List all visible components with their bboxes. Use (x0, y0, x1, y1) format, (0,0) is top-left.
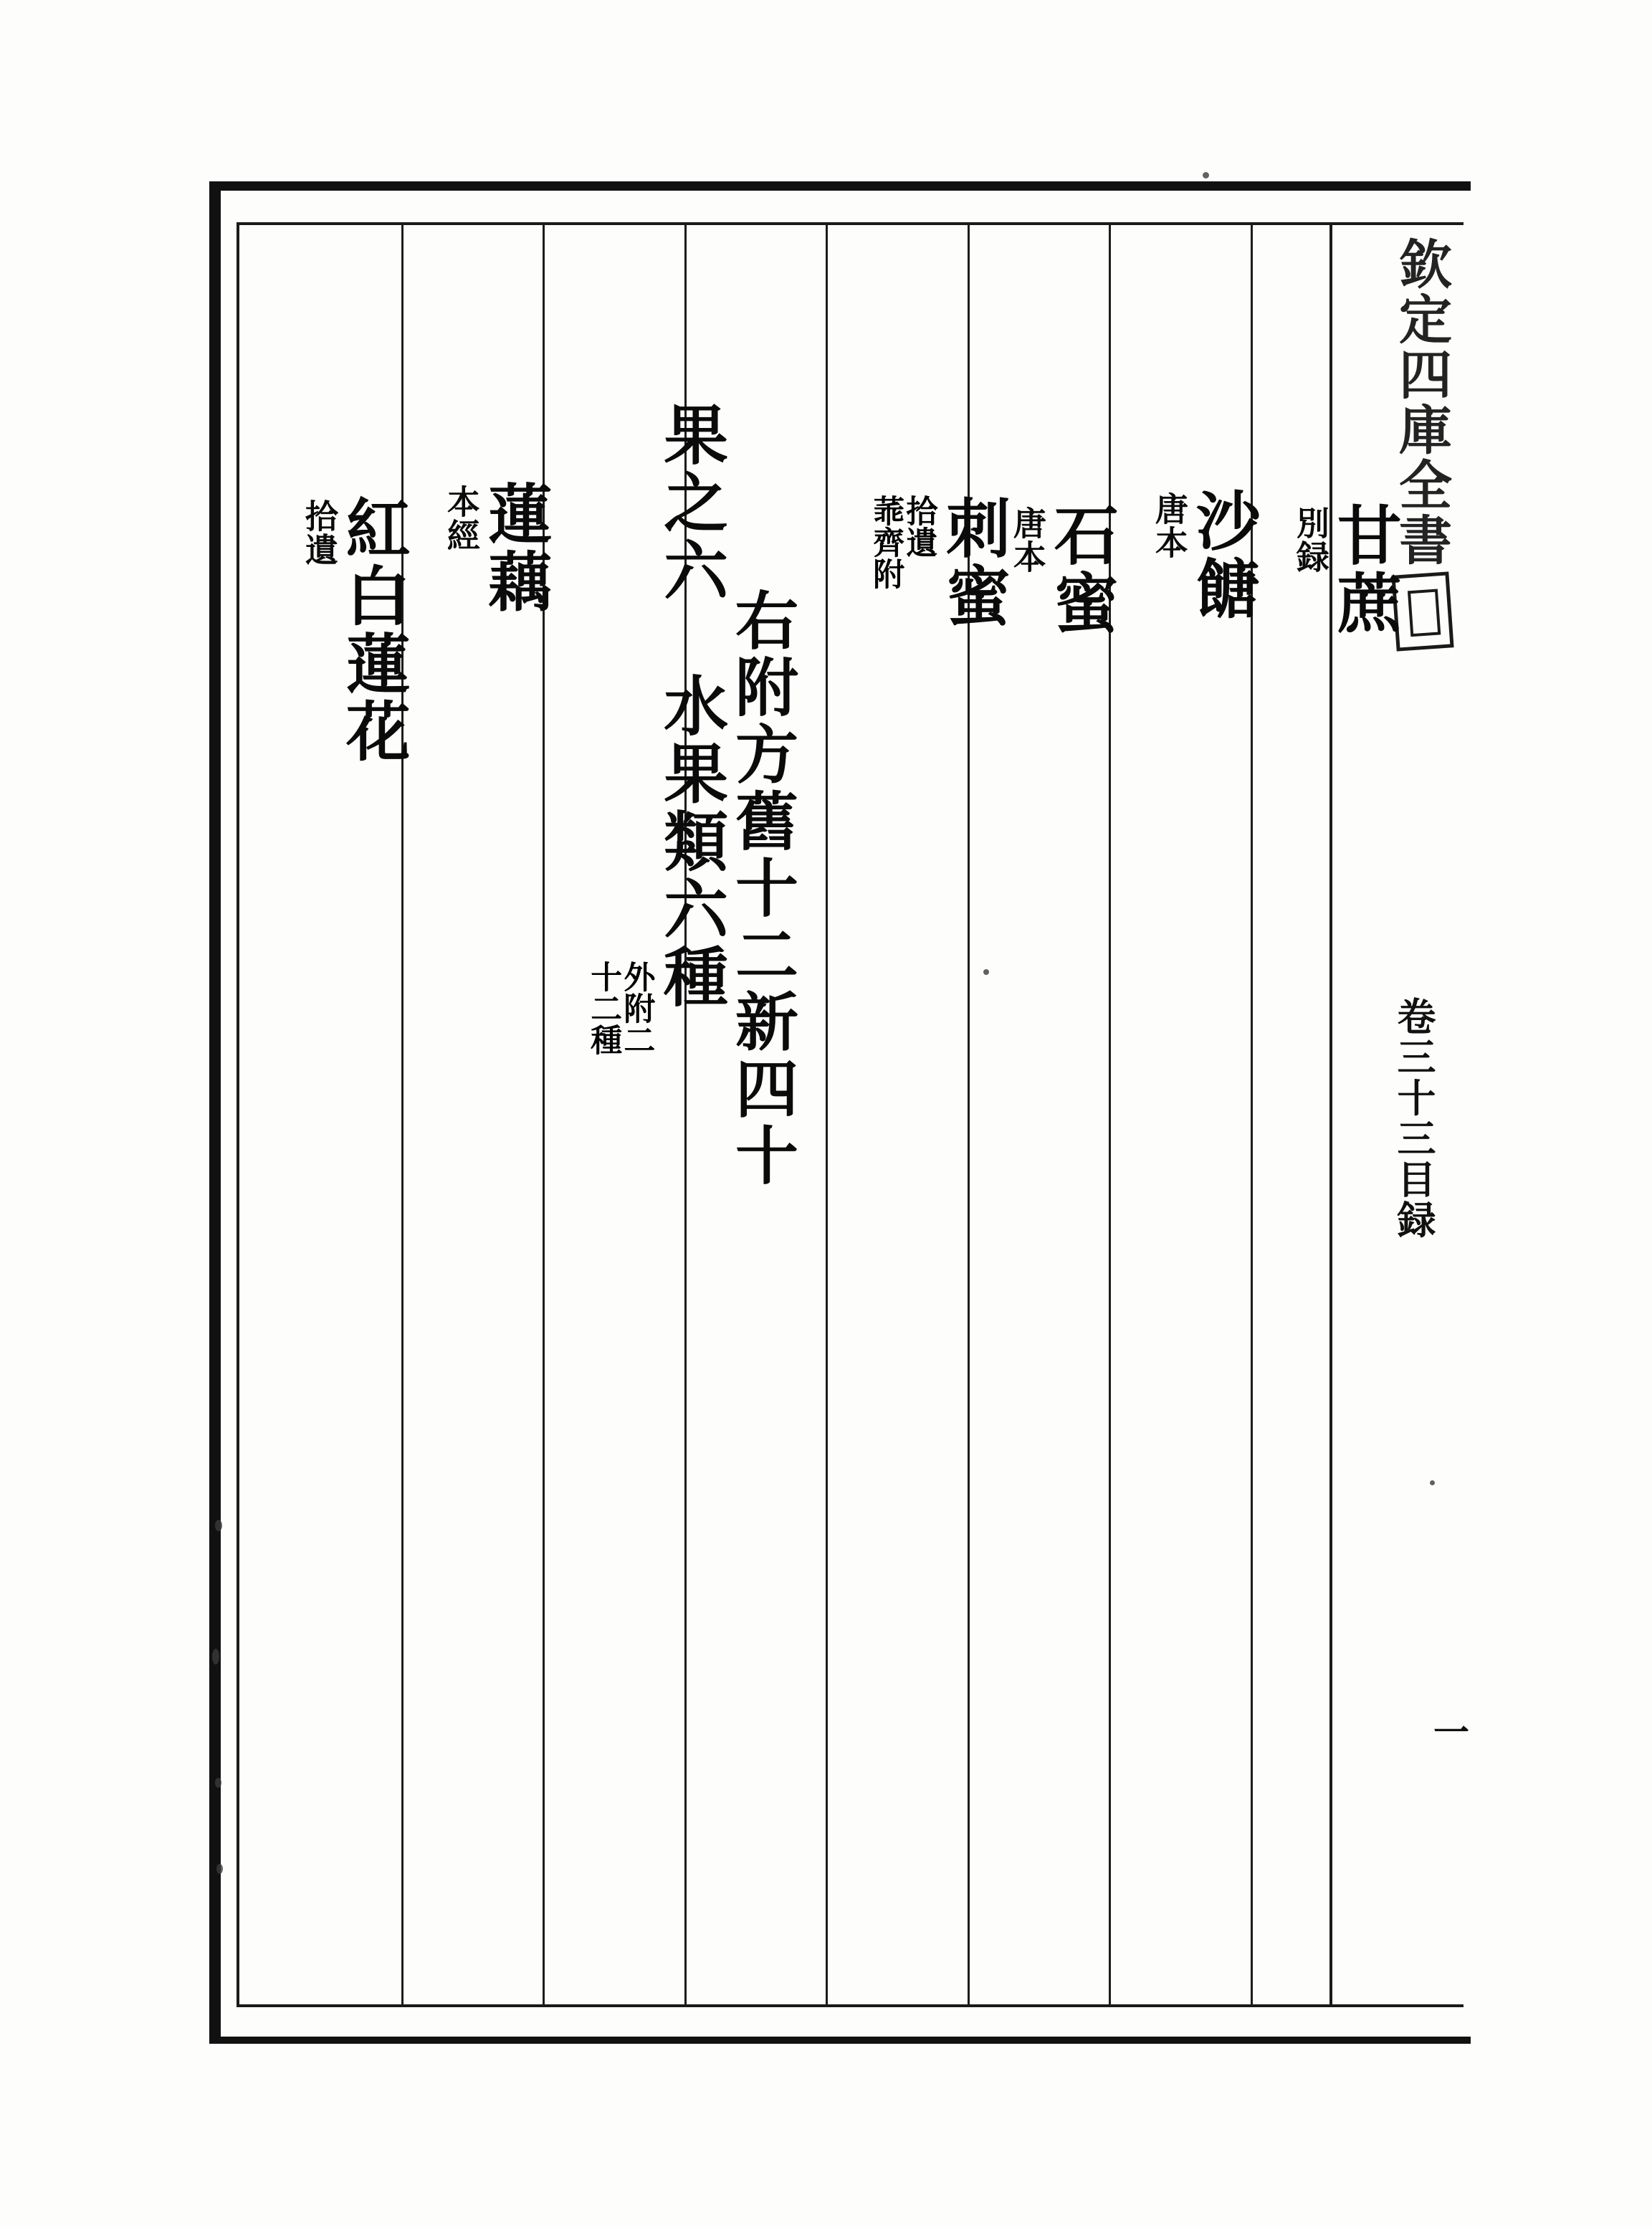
entry-cimi-source: 拾遺 (900, 495, 937, 558)
page-inner-border (237, 222, 1464, 2007)
volume-label: 卷三十三目録 (1391, 996, 1437, 1241)
page-fold-rule (1329, 222, 1332, 2007)
section-title-guozhiliu: 果之六 水果類六種 (652, 401, 729, 1011)
entry-shatang (1150, 487, 1261, 623)
print-speckle (1203, 172, 1209, 178)
entry-shimi (1008, 502, 1119, 637)
section-count-notes (585, 961, 655, 1055)
entry-ganzhe (1291, 502, 1402, 637)
entry-cimi-title: 刺蜜 (935, 495, 1011, 630)
column-rule-2 (1109, 225, 1111, 2007)
entry-cimi (867, 495, 1011, 630)
entry-hongbailianhua (300, 495, 411, 766)
entry-hongbailianhua-title: 紅白蓮花 (334, 495, 411, 766)
entry-lianou-source: 本經 (441, 485, 481, 552)
entry-section-guozhiliu (585, 401, 729, 1055)
entry-shatang-source: 唐本 (1150, 492, 1189, 559)
print-speckle (1430, 1480, 1435, 1485)
section-extra-count-b: 十二種 (585, 961, 622, 1055)
column-rule-4 (826, 225, 828, 2007)
print-speckle (215, 1778, 221, 1788)
print-speckle (216, 1864, 223, 1874)
title-banner: 欽定四庫全書 (1390, 237, 1452, 568)
entry-ganzhe-title: 甘蔗 (1325, 502, 1402, 637)
entry-cimi-notes (869, 495, 935, 589)
entry-shatang-title: 沙餹 (1184, 487, 1261, 623)
appended-formulas-line: 右附方舊十二新四十 (725, 588, 800, 1190)
print-speckle (215, 1520, 222, 1531)
column-rule-7 (401, 225, 404, 2007)
section-extra-count-a: 外附二 (618, 961, 655, 1055)
entry-hongbailianhua-source: 拾遺 (300, 499, 339, 566)
entry-lianou (441, 480, 553, 616)
entry-ganzhe-source: 別録 (1291, 506, 1330, 573)
column-rule-3 (968, 225, 970, 2007)
entry-lianou-title: 蓮藕 (476, 480, 553, 616)
page-number: 一 (1428, 1713, 1470, 1749)
entry-cimi-appendix: 䓙齊附 (867, 495, 904, 589)
entry-shimi-title: 石蜜 (1042, 502, 1119, 637)
entry-shimi-source: 唐本 (1008, 506, 1047, 573)
print-speckle (983, 969, 989, 975)
print-speckle (212, 1649, 219, 1665)
